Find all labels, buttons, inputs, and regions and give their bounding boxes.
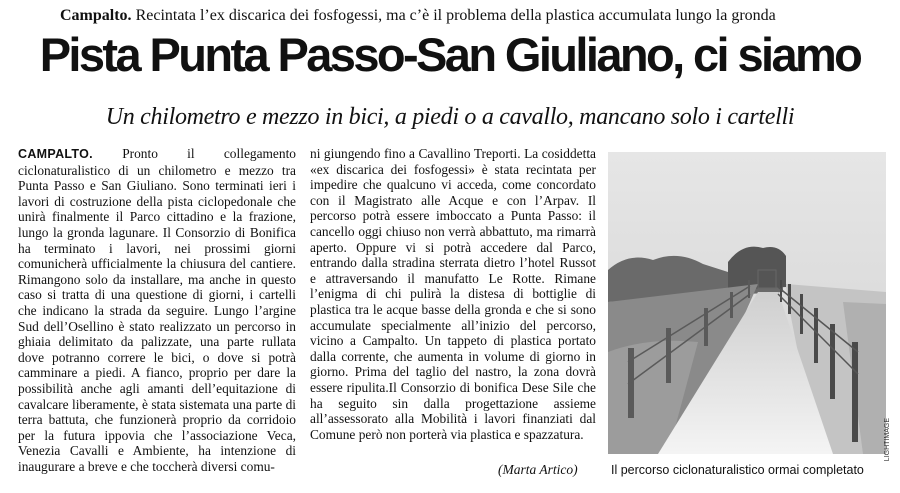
path-photo-illustration	[608, 152, 886, 454]
photo-caption: Il percorso ciclonaturalistico ormai completato	[611, 463, 864, 477]
column-1-text: Pronto il collegamento ciclonaturalistico di un chilometro e mezzo tra Punta Passo e San Giuliano. Sono terminati ieri i lavori di costruzione della pista ciclopedonale che unirà finalmente il Parco cittadino e la frazione, lungo la gronda lagunare. Il Consorzio di Bonifica ha terminato i lavori, nei prossimi giorni comunicherà ufficialmente la chiusura del cantiere. Rimangono solo da installare, ma anche in questo caso si tratta di una questione di giorni, i cartelli che indicano la strada da seguire. Lungo l’argine Sud dell’Osellino è stato realizzato un percorso in ghiaia delimitato da palizzate, una parte rullata dove potranno correre le bici, o dove si potrà camminare a piedi. A fianco, proprio per dare la possibilità anche agli amanti dell’equitazione di cavalcare liberamente, è stata sistemata una parte di terra battuta, che funzionerà proprio da corridoio per la futura ippovia che l’associazione Veca, Venezia Cavalli e Ambiente, ha intenzione di inaugurare a breve e che toccherà diversi comu-	[18, 146, 296, 474]
kicker-place: Campalto.	[60, 7, 132, 24]
article-photo	[608, 152, 886, 454]
headline: Pista Punta Passo-San Giuliano, ci siamo	[39, 28, 861, 81]
article-column-2	[310, 146, 596, 442]
lead-word: CAMPALTO.	[18, 147, 93, 161]
photo-credit: LIGHTIMAGE	[884, 418, 891, 462]
article-column-1	[18, 146, 296, 474]
subheadline: Un chilometro e mezzo in bici, a piedi o a cavallo, mancano solo i cartelli	[105, 104, 795, 130]
kicker-text: Recintata l’ex discarica dei fosfogessi, ma c’è il problema della plastica accumulata lungo la gronda	[135, 7, 776, 24]
kicker	[60, 6, 880, 26]
column-2-text: ni giungendo fino a Cavallino Treporti. La cosiddetta «ex discarica dei fosfogessi» è stata recintata per impedire che qualcuno vi acceda, come concordato con il Magistrato alle Acque e con l’Arpav. Il percorso potrà essere imboccato a Punta Passo: il cancello oggi chiuso non verrà abbattuto, ma rimarrà aperto. Oppure vi si potrà accedere dal Parco, entrando dalla stradina sterrata dietro l’hotel Russot e attraversando il manufatto Le Rotte. Rimane l’enigma di chi pulirà la distesa di bottiglie di plastica tra le acque basse della gronda e che si sono accumulate specialmente all’inizio del percorso, vicino a Campalto. Un tappeto di plastica portato dalla corrente, che aumenta in volume di giorno in giorno. Prima del taglio del nastro, la zona dovrà essere ripulita.Il Consorzio di bonifica Dese Sile che ha seguito sin dalla progettazione assieme all’assessorato alla Mobilità i lavori finanziati dal Comune però non porterà via plastica e spazzatura.	[310, 146, 596, 442]
byline: (Marta Artico)	[498, 462, 578, 477]
